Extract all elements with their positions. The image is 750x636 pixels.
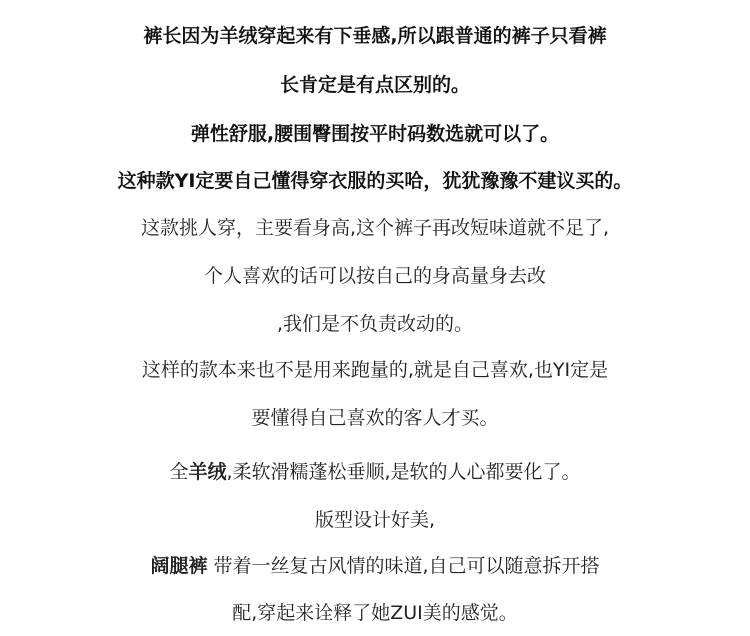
text-line-target-customer: 要懂得自己喜欢的客人才买。 xyxy=(251,407,499,429)
text-line-length-difference: 长肯定是有点区别的。 xyxy=(279,74,470,96)
text-line-height-note: 这款挑人穿，主要看身高,这个裤子再改短味道就不足了, xyxy=(140,217,610,239)
material-prefix: 全 xyxy=(169,461,189,483)
text-line-style-note: 这样的款本来也不是用来跑量的,就是自己喜欢,也YI定是 xyxy=(141,359,609,381)
text-line-sizing-advice: 弹性舒服,腰围臀围按平时码数选就可以了。 xyxy=(190,123,560,145)
wide-leg-description: 带着一丝复古风情的味道,自己可以随意拆开搭 xyxy=(207,555,600,577)
text-line-material xyxy=(0,459,750,485)
text-line-alteration-suggestion: 个人喜欢的话可以按自己的身高量身去改 xyxy=(203,265,546,287)
wide-leg-pants-label: 阔腿裤 xyxy=(150,555,208,577)
text-line-no-alteration-policy: ,我们是不负责改动的。 xyxy=(276,313,474,335)
text-line-styling: 配,穿起来诠释了她ZUI美的感觉。 xyxy=(232,602,518,624)
text-line-wide-leg xyxy=(0,553,750,579)
material-description: ,柔软滑糯蓬松垂顺,是软的人心都要化了。 xyxy=(226,461,581,483)
material-cashmere-label: 羊绒 xyxy=(188,461,227,483)
text-line-trouser-length: 裤长因为羊绒穿起来有下垂感,所以跟普通的裤子只看裤 xyxy=(143,25,607,47)
text-line-design: 版型设计好美, xyxy=(314,509,436,531)
text-line-purchase-warning: 这种款YI定要自己懂得穿衣服的买哈，犹犹豫豫不建议买的。 xyxy=(117,170,633,192)
